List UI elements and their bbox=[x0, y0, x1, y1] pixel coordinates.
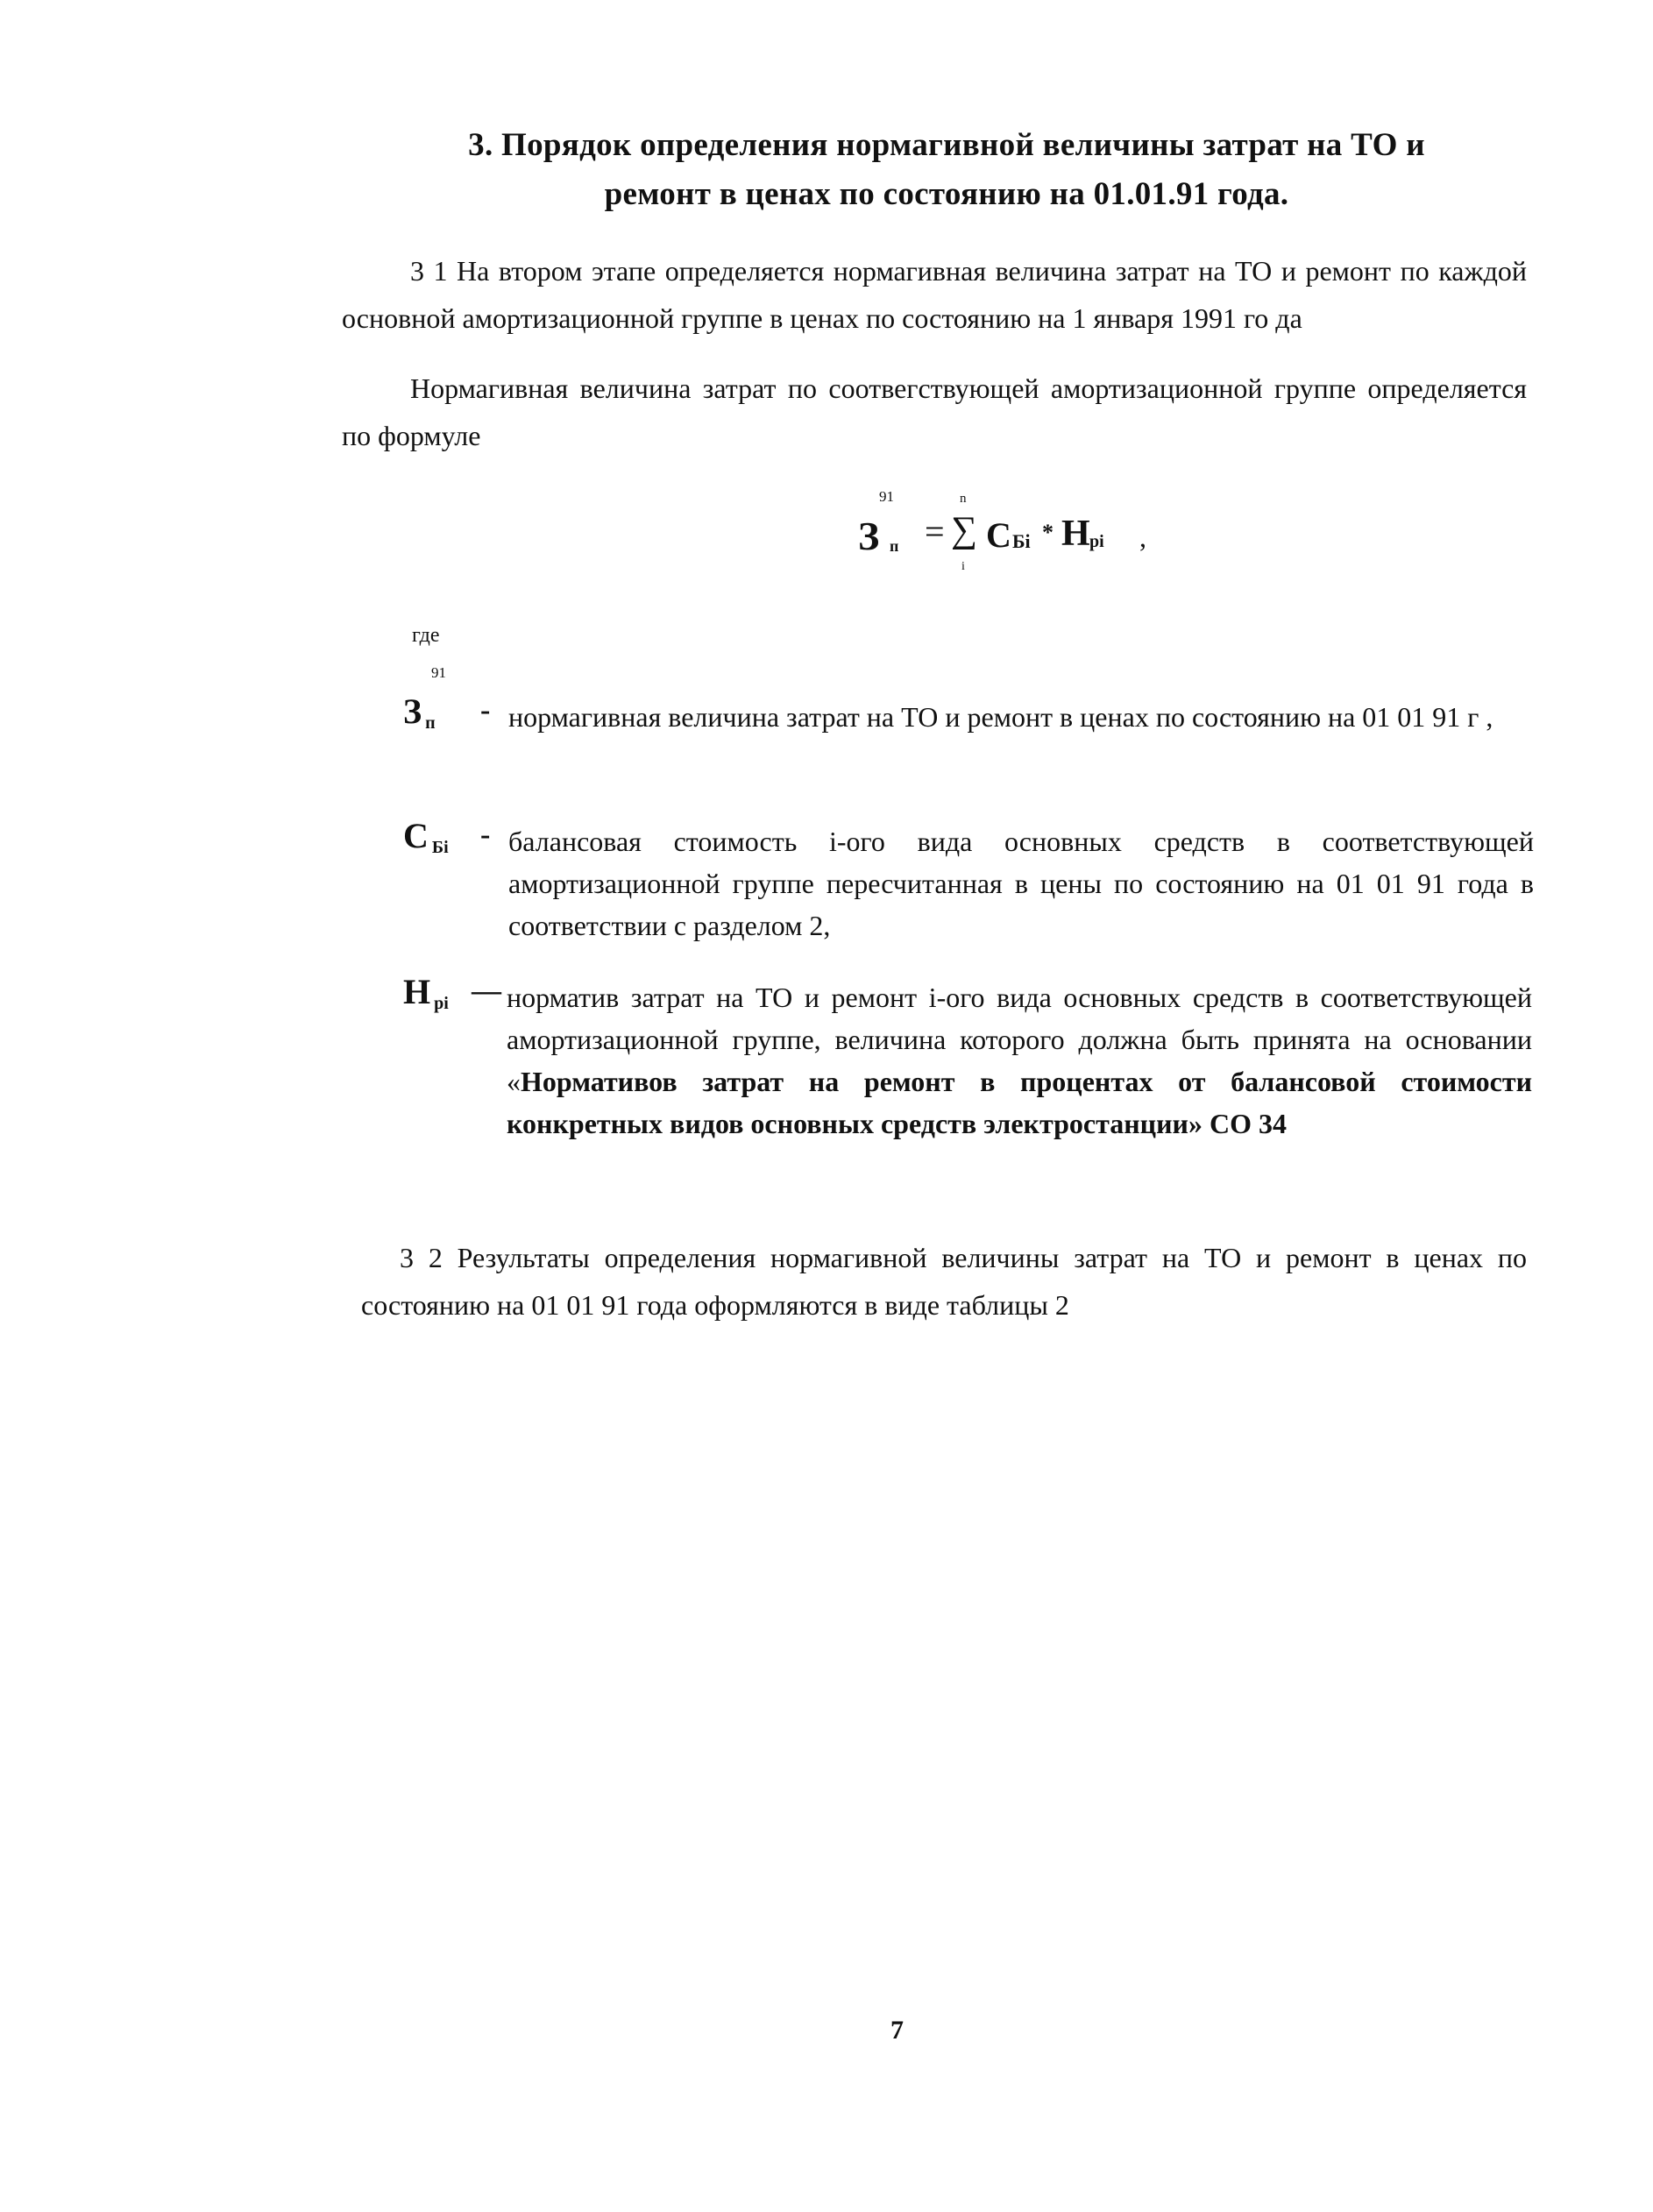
definition-h-text bbox=[507, 976, 1532, 1145]
definition-z-letter: З bbox=[403, 691, 422, 731]
formula-sum-symbol: ∑ bbox=[951, 510, 977, 550]
definition-h-letter: Н bbox=[403, 972, 431, 1011]
formula-multiply: * bbox=[1042, 520, 1054, 545]
definition-c-text: балансовая стоимость i-ого вида основных средств в соответствующей амортизационной группе пересчитанная в цены по состоянию на 01 01 91 года в соответствии с разделом 2, bbox=[508, 826, 1534, 941]
definition-h-text-plain: норматив затрат на ТО и ремонт i-ого вида основных средств в соответствующей амортизационной группе, величина которого должна быть принята на основании « bbox=[507, 982, 1532, 1097]
section-heading bbox=[368, 121, 1525, 219]
paragraph-3-1: 3 1 На втором этапе определяется нормагивная величина затрат на ТО и ремонт по каждой основной амортизационной группе в ценах по состоянию на 1 января 1991 го да bbox=[342, 255, 1527, 334]
heading-line-2: ремонт в ценах по состоянию на 01.01.91 года. bbox=[604, 176, 1289, 212]
formula-equals: = bbox=[925, 512, 945, 551]
definition-h-symbol bbox=[403, 971, 449, 1012]
definition-z-dash: - bbox=[480, 694, 491, 727]
formula-comma: , bbox=[1139, 521, 1146, 553]
formula-h-subscript: рi bbox=[1089, 532, 1104, 551]
formula-sum-lower-limit: i bbox=[961, 560, 965, 573]
formula-c-subscript: Бi bbox=[1012, 530, 1031, 552]
definition-h-dash: — bbox=[472, 975, 501, 1007]
cost-formula bbox=[855, 486, 1223, 592]
definition-z-subscript: п bbox=[425, 713, 436, 733]
formula-sum-upper-limit: n bbox=[960, 492, 967, 506]
definition-c-symbol bbox=[403, 815, 449, 856]
paragraph-normative-formula-intro: Нормагивная величина затрат по соотвегствующей амортизационной группе определяется по формуле bbox=[342, 372, 1527, 451]
definition-z-symbol bbox=[403, 664, 446, 733]
formula-c-symbol: С bbox=[986, 515, 1011, 555]
formula-z-symbol: З bbox=[858, 514, 880, 558]
definition-h-text-bold: Нормативов затрат на ремонт в процентах от балансовой стоимости конкретных видов основных средств электростанции» СО 34 bbox=[507, 1066, 1532, 1139]
formula-z-superscript: 91 bbox=[879, 488, 894, 505]
definition-z-text: нормагивная величина затрат на ТО и ремонт в ценах по состоянию на 01 01 91 г , bbox=[508, 701, 1493, 733]
formula-z-subscript: п bbox=[890, 537, 899, 555]
heading-line-1: 3. Порядок определения нормагивной величины затрат на ТО и bbox=[468, 127, 1425, 163]
definition-c-letter: С bbox=[403, 816, 429, 855]
where-label: где bbox=[412, 624, 440, 647]
definition-c-dash: - bbox=[480, 819, 491, 851]
page-number: 7 bbox=[890, 2016, 904, 2045]
definition-c-subscript: Бi bbox=[431, 838, 449, 857]
paragraph-3-2: 3 2 Результаты определения нормагивной величины затрат на ТО и ремонт в ценах по состоянию на 01 01 91 года оформляются в виде таблицы 2 bbox=[361, 1242, 1527, 1321]
formula-h-symbol: Н bbox=[1061, 514, 1090, 554]
definition-z-superscript: 91 bbox=[431, 664, 446, 681]
definition-h-subscript: рi bbox=[434, 994, 449, 1013]
